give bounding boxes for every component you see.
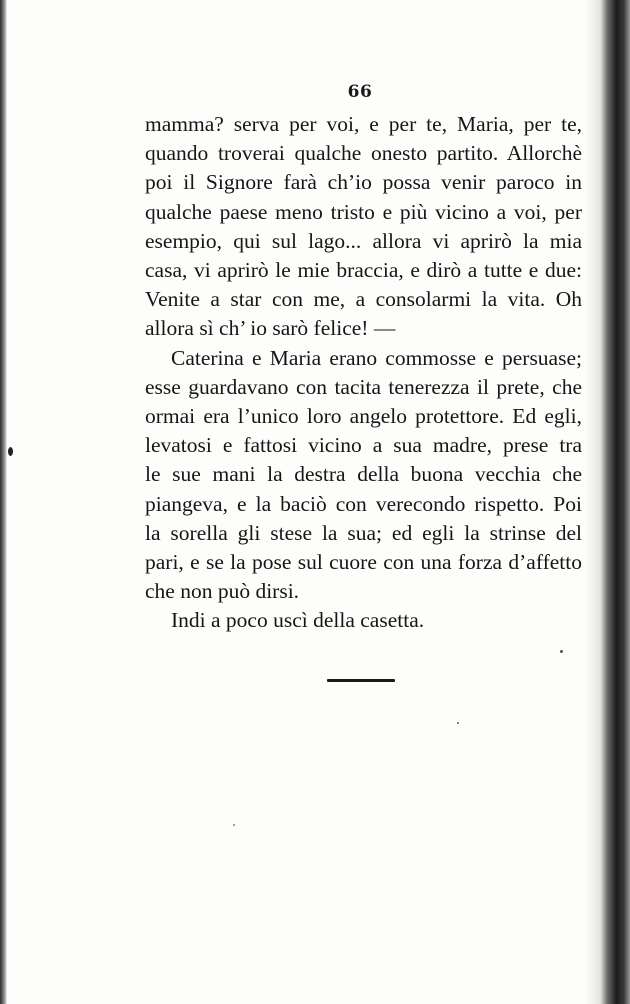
text-line: casa, vi aprirò le mie braccia, e dirò a tutte e due: xyxy=(145,258,582,283)
page-number: 66 xyxy=(347,82,373,102)
text-line: piangeva, e la baciò con verecondo rispetto. Poi xyxy=(145,491,582,516)
text-line: esse guardavano con tacita tenerezza il prete, che xyxy=(145,374,582,399)
text-line: ormai era l’unico loro angelo protettore. Ed egli, xyxy=(145,404,582,429)
text-line: esempio, qui sul lago... allora vi aprirò la mia xyxy=(145,228,582,253)
text-line: quando troverai qualche onesto partito. Allorchè xyxy=(145,141,582,166)
text-line: Caterina e Maria erano commosse e persuase; xyxy=(171,345,582,370)
paper-speck xyxy=(8,447,13,456)
text-line: poi il Signore farà ch’io possa venir paroco in xyxy=(145,170,582,195)
paper-speck xyxy=(457,722,459,724)
text-line: la sorella gli stese la sua; ed egli la strinse del xyxy=(145,520,582,545)
end-rule xyxy=(327,679,395,682)
paragraph-1 xyxy=(145,110,582,344)
paragraph-3 xyxy=(145,606,582,635)
text-line: allora sì ch’ io sarò felice! — xyxy=(145,316,396,341)
text-line: che non può dirsi. xyxy=(145,579,300,604)
text-line: qualche paese meno tristo e più vicino a voi, per xyxy=(145,199,582,224)
body-text xyxy=(145,110,582,636)
text-line: le sue mani la destra della buona vecchia che xyxy=(145,462,582,487)
text-line: mamma? serva per voi, e per te, Maria, per te, xyxy=(145,112,582,136)
text-line: Venite a star con me, a consolarmi la vita. Oh xyxy=(145,287,582,312)
text-line: Indi a poco uscì della casetta. xyxy=(171,608,425,633)
text-line: levatosi e fattosi vicino a sua madre, prese tra xyxy=(145,433,582,458)
text-line: pari, e se la pose sul cuore con una forza d’affetto xyxy=(145,550,582,575)
binding-edge xyxy=(0,0,7,1004)
paper-speck xyxy=(560,650,563,653)
paragraph-2 xyxy=(145,344,582,607)
paper-speck xyxy=(233,824,235,826)
page-edge xyxy=(600,0,630,1004)
page-shadow xyxy=(586,0,600,1004)
